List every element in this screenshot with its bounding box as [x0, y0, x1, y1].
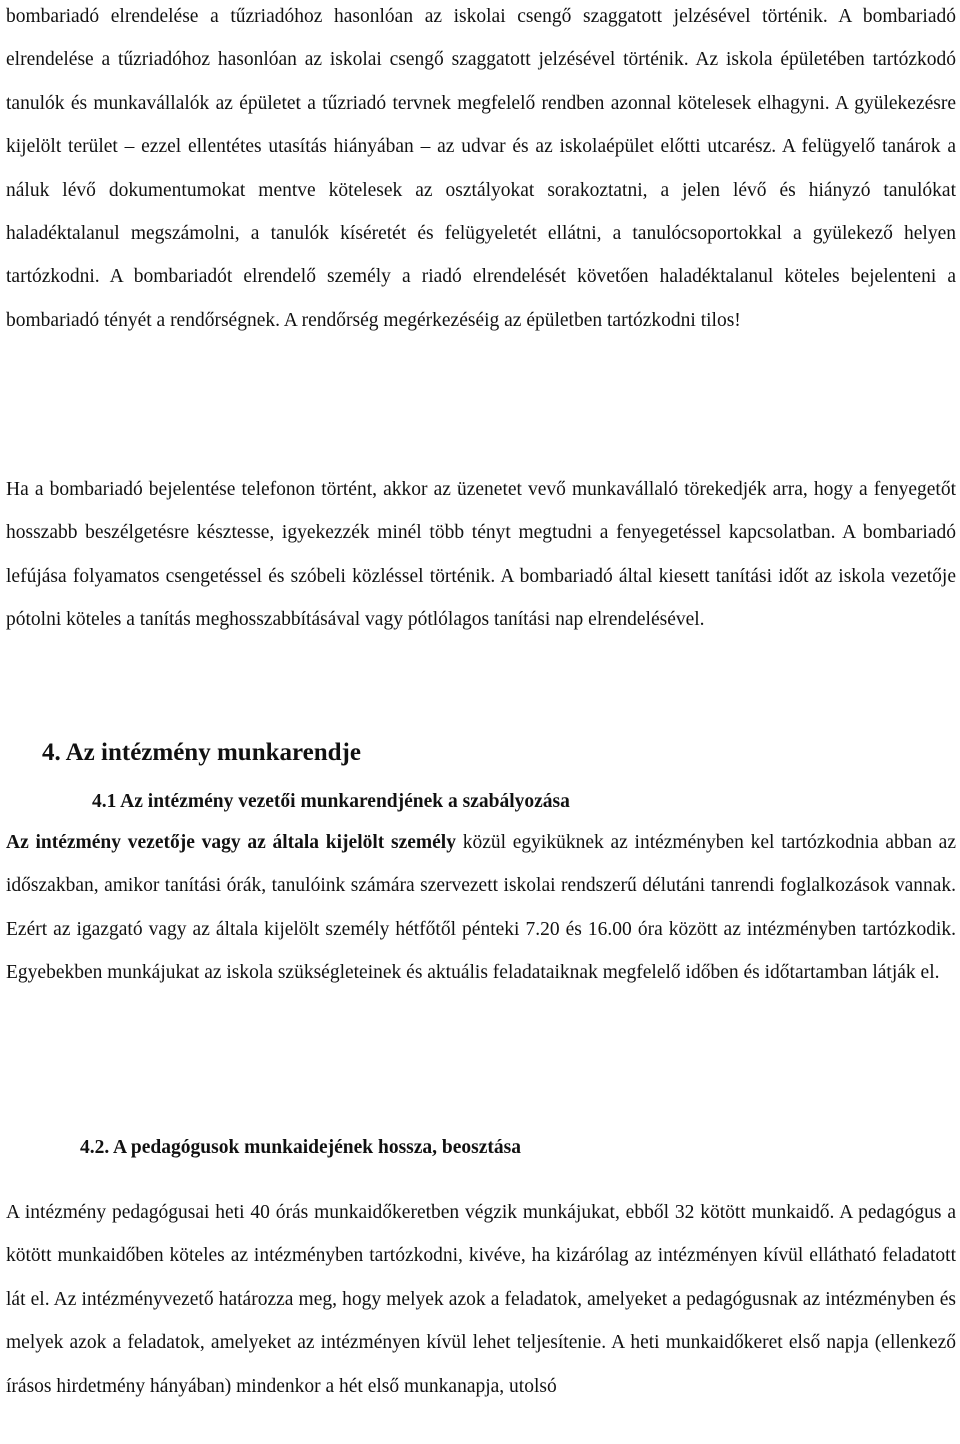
paragraph-bomb-alarm-phone: Ha a bombariadó bejelentése telefonon történt, akkor az üzenetet vevő munkavállaló törekedjék arra, hogy a fenyegetőt hosszabb beszélgetésre késztesse, igyekezzék minél több tényt megtudni a fenyegetéssel kapcsolatban. A bombariadó lefújása folyamatos csengetéssel és szóbeli közléssel történik. A bombariadó által kiesett tanítási időt az iskola vezetője pótolni köteles a tanítás meghosszabbításával vagy pótlólagos tanítási nap elrendelésével.	[6, 479, 956, 631]
paragraph-teacher-hours: A intézmény pedagógusai heti 40 órás munkaidőkeretben végzik munkájukat, ebből 32 kötött munkaidő. A pedagógus a kötött munkaidőben köteles az intézményben tartózkodni, kivéve, ha kizárólag az intézményen kívül ellátható feladatott lát el. Az intézményvezető határozza meg, hogy melyek azok a feladatok, amelyeket a pedagógusnak az intézményben és melyek azok a feladatok, amelyeket az intézményen kívül lehet teljesítenie. A heti munkaidőkeret első napja (ellenkező írásos hirdetmény hányában) mindenkor a hét első munkanapja, utolsó	[6, 1202, 956, 1397]
subsection-heading-leader-schedule: 4.1 Az intézmény vezetői munkarendjének a szabályozása	[92, 791, 570, 812]
section-heading-work-schedule: 4. Az intézmény munkarendje	[42, 739, 361, 766]
paragraph-leader-schedule-bold: Az intézmény vezetője vagy az általa kijelölt személy	[6, 832, 456, 853]
paragraph-bomb-alarm-procedure: bombariadó elrendelése a tűzriadóhoz hasonlóan az iskolai csengő szaggatott jelzésével történik. A bombariadó elrendelése a tűzriadóhoz hasonlóan az iskolai csengő szaggatott jelzésével történik. Az iskola épületében tartózkodó tanulók és munkavállalók az épületet a tűzriadó tervnek megfelelő rendben azonnal kötelesek elhagyni. A gyülekezésre kijelölt terület – ezzel ellentétes utasítás hiányában – az udvar és az iskolaépület előtti utcarész. A felügyelő tanárok a náluk lévő dokumentumokat mentve kötelesek az osztályokat sorakoztatni, a jelen lévő és hiányzó tanulókat haladéktalanul megszámolni, a tanulók kíséretét és felügyeletét ellátni, a tanulócsoportokkal a gyülekező helyen tartózkodni. A bombariadót elrendelő személy a riadó elrendelését követően haladéktalanul köteles bejelenteni a bombariadó tényét a rendőrségnek. A rendőrség megérkezéséig az épületben tartózkodni tilos!	[6, 6, 956, 331]
subsection-heading-teacher-hours: 4.2. A pedagógusok munkaidejének hossza, beosztása	[80, 1137, 521, 1158]
paragraph-leader-schedule	[6, 821, 956, 995]
paragraph-leader-schedule-text: közül egyiküknek az intézményben kel tartózkodnia abban az időszakban, amikor tanítási órák, tanulóink számára szervezett iskolai rendszerű délutáni tanrendi foglalkozások vannak. Ezért az igazgató vagy az általa kijelölt személy hétfőtől pénteki 7.20 és 16.00 óra között az intézményben tartózkodik. Egyebekben munkájukat az iskola szükségleteinek és aktuális feladataiknak megfelelő időben és időtartamban látják el.	[6, 832, 956, 984]
